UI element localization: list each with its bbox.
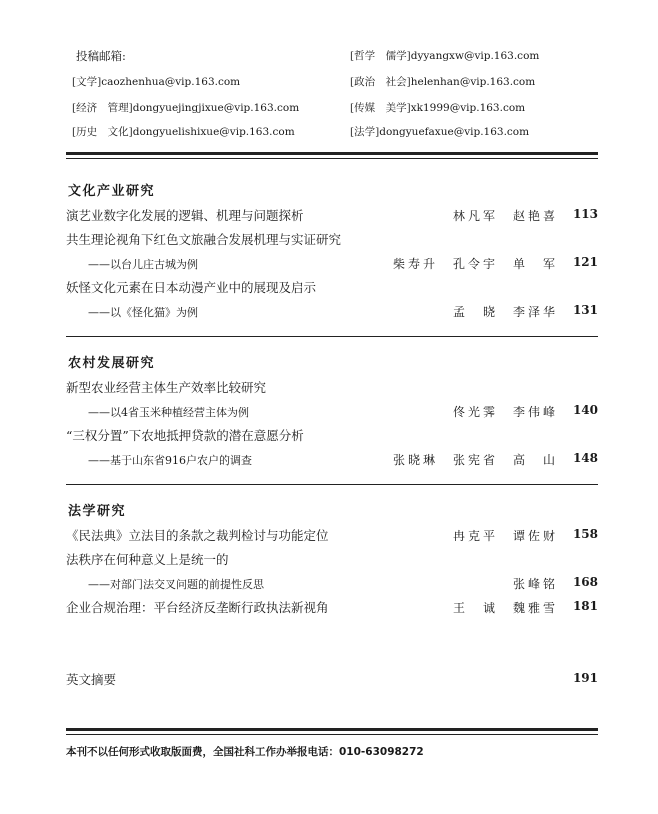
article-title: 《民法典》立法目的条款之裁判检讨与功能定位 — [66, 528, 329, 543]
toc-entry[interactable] — [66, 230, 598, 250]
email-address[interactable]: caozhenhua@vip.163.com — [101, 76, 241, 88]
toc-entry[interactable] — [66, 426, 598, 446]
abstract-page: 191 — [572, 671, 598, 685]
email-item: [经济 管理]dongyuejingjixue@vip.163.com — [72, 102, 300, 114]
article-authors: 柴寿升 孔令宇 单 军 — [392, 257, 558, 271]
submission-intro: 投稿邮箱: — [76, 49, 126, 63]
toc-entry[interactable] — [66, 378, 598, 398]
toc-entry-subtitle — [66, 302, 598, 322]
article-page: 140 — [572, 403, 598, 417]
email-item: [历史 文化]dongyuelishixue@vip.163.com — [72, 126, 295, 138]
article-title: 新型农业经营主体生产效率比较研究 — [66, 380, 267, 395]
article-title: 妖怪文化元素在日本动漫产业中的展现及启示 — [66, 280, 317, 295]
footer-notice: 本刊不以任何形式收取版面费，全国社科工作办举报电话：010-63098272 — [66, 746, 424, 758]
email-item: [文学]caozhenhua@vip.163.com — [72, 76, 241, 88]
section-divider — [66, 336, 598, 337]
toc-entry-subtitle — [66, 574, 598, 594]
article-authors: 张峰铭 — [512, 577, 558, 591]
article-title: 企业合规治理：平台经济反垄断行政执法新视角 — [66, 600, 329, 615]
toc-entry-subtitle — [66, 450, 598, 470]
toc-entry-subtitle — [66, 402, 598, 422]
email-item: [政治 社会]helenhan@vip.163.com — [350, 76, 536, 88]
toc-entry-subtitle — [66, 254, 598, 274]
article-subtitle: ——以《怪化猫》为例 — [88, 306, 198, 319]
section-title-law: 法学研究 — [68, 504, 127, 519]
email-item: [哲学 儒学]dyyangxw@vip.163.com — [350, 50, 540, 62]
article-subtitle: ——以4省玉米种植经营主体为例 — [88, 406, 249, 419]
email-label: 经济 管理 — [76, 102, 129, 114]
article-page: 121 — [572, 255, 598, 269]
abstract-title: 英文摘要 — [66, 672, 117, 687]
email-item: [法学]dongyuefaxue@vip.163.com — [350, 126, 530, 138]
article-page: 148 — [572, 451, 598, 465]
divider-bottom-thin — [66, 734, 598, 735]
email-label: 传媒 美学 — [354, 102, 407, 114]
divider-top-thick — [66, 152, 598, 155]
article-title: “三权分置”下农地抵押贷款的潜在意愿分析 — [66, 428, 304, 443]
article-authors: 林凡军 赵艳喜 — [452, 209, 558, 223]
email-address[interactable]: dongyuelishixue@vip.163.com — [132, 126, 295, 138]
article-subtitle: ——基于山东省916户农户的调查 — [88, 454, 252, 467]
email-address[interactable]: dongyuejingjixue@vip.163.com — [132, 102, 300, 114]
email-address[interactable]: xk1999@vip.163.com — [410, 102, 526, 114]
email-label: 哲学 儒学 — [354, 50, 407, 62]
divider-bottom-thick — [66, 728, 598, 731]
article-page: 168 — [572, 575, 598, 589]
article-page: 181 — [572, 599, 598, 613]
section-title-rural-development: 农村发展研究 — [68, 356, 156, 371]
email-address[interactable]: dongyuefaxue@vip.163.com — [379, 126, 530, 138]
article-title: 演艺业数字化发展的逻辑、机理与问题探析 — [66, 208, 304, 223]
email-address[interactable]: helenhan@vip.163.com — [410, 76, 536, 88]
article-title: 共生理论视角下红色文旅融合发展机理与实证研究 — [66, 232, 342, 247]
article-subtitle: ——对部门法交叉问题的前提性反思 — [88, 578, 264, 591]
email-row-2 — [66, 74, 606, 94]
article-page: 158 — [572, 527, 598, 541]
toc-entry[interactable] — [66, 206, 598, 226]
section-divider — [66, 484, 598, 485]
toc-entry[interactable] — [66, 526, 598, 546]
article-authors: 王 诚 魏雅雪 — [452, 601, 558, 615]
article-page: 113 — [572, 207, 598, 221]
email-label: 政治 社会 — [354, 76, 407, 88]
divider-top-thin — [66, 158, 598, 159]
email-row-4 — [66, 124, 606, 144]
email-row-3 — [66, 100, 606, 120]
email-address[interactable]: dyyangxw@vip.163.com — [410, 50, 540, 62]
section-title-culture-industry: 文化产业研究 — [68, 184, 156, 199]
article-authors: 冉克平 谭佐财 — [452, 529, 558, 543]
email-label: 文学 — [76, 76, 98, 88]
toc-entry[interactable] — [66, 278, 598, 298]
article-page: 131 — [572, 303, 598, 317]
toc-entry-abstract[interactable] — [66, 670, 598, 690]
toc-entry[interactable] — [66, 598, 598, 618]
email-label: 历史 文化 — [76, 126, 129, 138]
article-subtitle: ——以台儿庄古城为例 — [88, 258, 198, 271]
email-item: [传媒 美学]xk1999@vip.163.com — [350, 102, 526, 114]
email-row-1 — [66, 48, 606, 68]
article-title: 法秩序在何种意义上是统一的 — [66, 552, 229, 567]
toc-entry[interactable] — [66, 550, 598, 570]
email-label: 法学 — [354, 126, 376, 138]
article-authors: 佟光霁 李伟峰 — [452, 405, 558, 419]
article-authors: 张晓琳 张宪省 高 山 — [392, 453, 558, 467]
article-authors: 孟 晓 李泽华 — [452, 305, 558, 319]
